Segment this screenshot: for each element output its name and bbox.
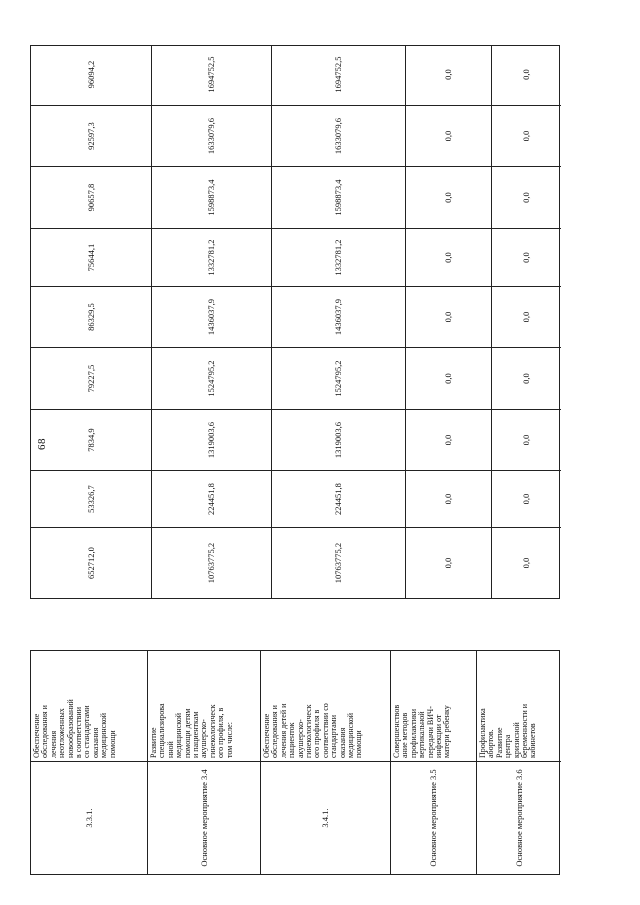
value-cell: 0,0 (492, 287, 561, 348)
table-row (31, 46, 151, 598)
table-row (31, 651, 147, 874)
value-cell: 224451,8 (272, 471, 405, 528)
value-cell: 10763775,2 (206, 542, 217, 584)
table-row (476, 651, 561, 874)
rotated-table (30, 45, 560, 875)
table-row (271, 46, 405, 598)
value-cell: 1633079,6 (152, 106, 271, 167)
table-right-part (30, 45, 560, 599)
row-description: Профилактика абортов. Развитие центра кризисной беременности и кабинетов (477, 649, 561, 762)
row-code: Основное мероприятие 3.5 (428, 769, 439, 867)
value-cell: 0,0 (492, 348, 561, 410)
value-cell: 0,0 (492, 167, 561, 229)
row-description: Обеспечение обследования и лечения неотложенных новообразований в соответствии со стандартами оказания медицинской помощи (31, 649, 147, 762)
value-cell: 0,0 (406, 106, 491, 167)
value-cell: 0,0 (492, 410, 561, 471)
row-code: 3.4.1. (320, 808, 331, 828)
value-cell: 224451,8 (152, 471, 271, 528)
table-row (147, 651, 260, 874)
value-cell: 0,0 (406, 167, 491, 229)
value-cell: 1694752,5 (152, 44, 271, 106)
value-cell: 0,0 (492, 106, 561, 167)
value-cell: 0,0 (492, 229, 561, 287)
value-cell: 0,0 (406, 348, 491, 410)
value-cell: 0,0 (406, 471, 491, 528)
value-cell: 1524795,2 (272, 348, 405, 410)
value-cell: 1598873,4 (152, 167, 271, 229)
table-row (151, 46, 271, 598)
value-cell: 0,0 (406, 410, 491, 471)
value-cell: 10763775,2 (333, 542, 344, 584)
value-cell: 1436037,9 (152, 287, 271, 348)
value-cell: 1524795,2 (152, 348, 271, 410)
value-cell: 75644,1 (31, 229, 151, 287)
value-cell: 1436037,9 (272, 287, 405, 348)
value-cell: 96094,2 (31, 44, 151, 106)
table-row (260, 651, 390, 874)
value-cell: 90657,8 (31, 167, 151, 229)
value-cell: 1694752,5 (272, 44, 405, 106)
page-number: 68 (36, 438, 48, 450)
table-row (491, 46, 561, 598)
value-cell: 79227,5 (31, 348, 151, 410)
table-row (390, 651, 476, 874)
table-row (405, 46, 491, 598)
value-cell: 1319003,6 (152, 410, 271, 471)
value-cell: 0,0 (521, 557, 532, 569)
value-cell: 0,0 (492, 471, 561, 528)
value-cell: 652712,0 (85, 547, 96, 579)
value-cell: 1598873,4 (272, 167, 405, 229)
value-cell: 86329,5 (31, 287, 151, 348)
value-cell: 1332781,2 (152, 229, 271, 287)
value-cell: 1332781,2 (272, 229, 405, 287)
row-code: Основное мероприятие 3.6 (513, 769, 524, 867)
value-cell: 53326,7 (31, 471, 151, 528)
value-cell: 7834,9 (31, 410, 151, 471)
value-cell: 0,0 (406, 287, 491, 348)
table-left-part (30, 650, 560, 875)
value-cell: 1633079,6 (272, 106, 405, 167)
row-description: Обеспечение обследования и лечения детей и пациенток акушерско- гинекологическ ого профиля в соответствии со стандартами оказания медицинской помощи (261, 649, 390, 762)
value-cell: 0,0 (443, 557, 454, 569)
value-cell: 0,0 (406, 229, 491, 287)
row-description: Развитие специализирова нной медицинской помощи детям и пациенткам акушерско- гинекологическ ого профиля, в том числе: (148, 649, 260, 762)
row-code: Основное мероприятие 3.4 (198, 769, 209, 867)
row-description: Совершенствов ание методов профилактики вертикальной передачи ВИЧ- инфекции от матери ребенку (391, 649, 476, 762)
value-cell: 92597,3 (31, 106, 151, 167)
value-cell: 1319003,6 (272, 410, 405, 471)
value-cell: 0,0 (406, 44, 491, 106)
value-cell: 0,0 (492, 44, 561, 106)
row-code: 3.3.1. (83, 808, 94, 828)
